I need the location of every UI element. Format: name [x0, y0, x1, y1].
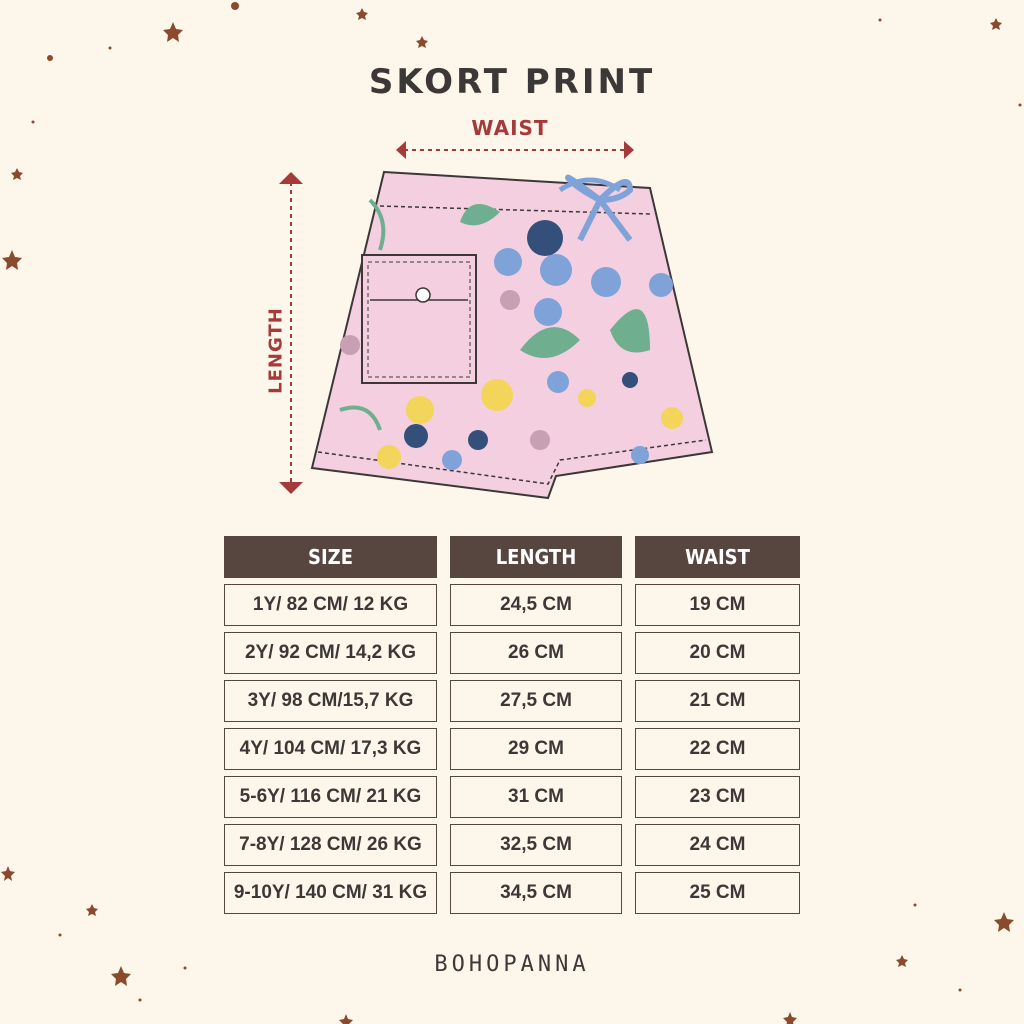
waist-cell: 19 CM: [635, 584, 800, 626]
length-cell: 34,5 CM: [450, 872, 622, 914]
waist-cell: 23 CM: [635, 776, 800, 818]
star-icon: [11, 168, 23, 180]
brand-logo: BOHOPANNA: [434, 952, 590, 977]
size-cell: 2Y/ 92 CM/ 14,2 KG: [224, 632, 437, 674]
skort-illustration: [250, 110, 730, 510]
length-cell: 31 CM: [450, 776, 622, 818]
size-table: [224, 536, 800, 920]
star-icon: [783, 1012, 797, 1024]
size-cell: 4Y/ 104 CM/ 17,3 KG: [224, 728, 437, 770]
star-icon: [356, 8, 368, 20]
size-cell: 3Y/ 98 CM/15,7 KG: [224, 680, 437, 722]
star-icon: [163, 22, 183, 42]
size-cell: 7-8Y/ 128 CM/ 26 KG: [224, 824, 437, 866]
table-row: [224, 872, 800, 914]
waist-label: WAIST: [471, 116, 549, 140]
star-icon: [416, 36, 428, 48]
star-icon: [990, 18, 1002, 30]
waist-cell: 21 CM: [635, 680, 800, 722]
table-header-row: [224, 536, 800, 578]
length-cell: 29 CM: [450, 728, 622, 770]
length-label: LENGTH: [265, 307, 287, 394]
length-cell: 27,5 CM: [450, 680, 622, 722]
length-cell: 32,5 CM: [450, 824, 622, 866]
star-icon: [86, 904, 98, 916]
length-arrow: [279, 172, 303, 494]
header-waist: WAIST: [635, 536, 800, 578]
page-title: SKORT PRINT: [368, 62, 656, 102]
length-cell: 26 CM: [450, 632, 622, 674]
size-cell: 5-6Y/ 116 CM/ 21 KG: [224, 776, 437, 818]
table-row: [224, 584, 800, 626]
skort-body: [312, 172, 712, 498]
header-length: LENGTH: [450, 536, 622, 578]
waist-cell: 20 CM: [635, 632, 800, 674]
size-cell: 9-10Y/ 140 CM/ 31 KG: [224, 872, 437, 914]
table-row: [224, 632, 800, 674]
waist-cell: 22 CM: [635, 728, 800, 770]
star-icon: [2, 250, 22, 270]
star-icon: [1, 866, 15, 881]
waist-cell: 25 CM: [635, 872, 800, 914]
table-row: [224, 728, 800, 770]
star-icon: [339, 1014, 353, 1024]
waist-cell: 24 CM: [635, 824, 800, 866]
table-row: [224, 776, 800, 818]
table-row: [224, 680, 800, 722]
pocket: [362, 255, 476, 383]
header-size: SIZE: [224, 536, 437, 578]
table-row: [224, 824, 800, 866]
length-cell: 24,5 CM: [450, 584, 622, 626]
star-icon: [994, 912, 1014, 932]
waist-arrow: [396, 141, 634, 159]
size-cell: 1Y/ 82 CM/ 12 KG: [224, 584, 437, 626]
